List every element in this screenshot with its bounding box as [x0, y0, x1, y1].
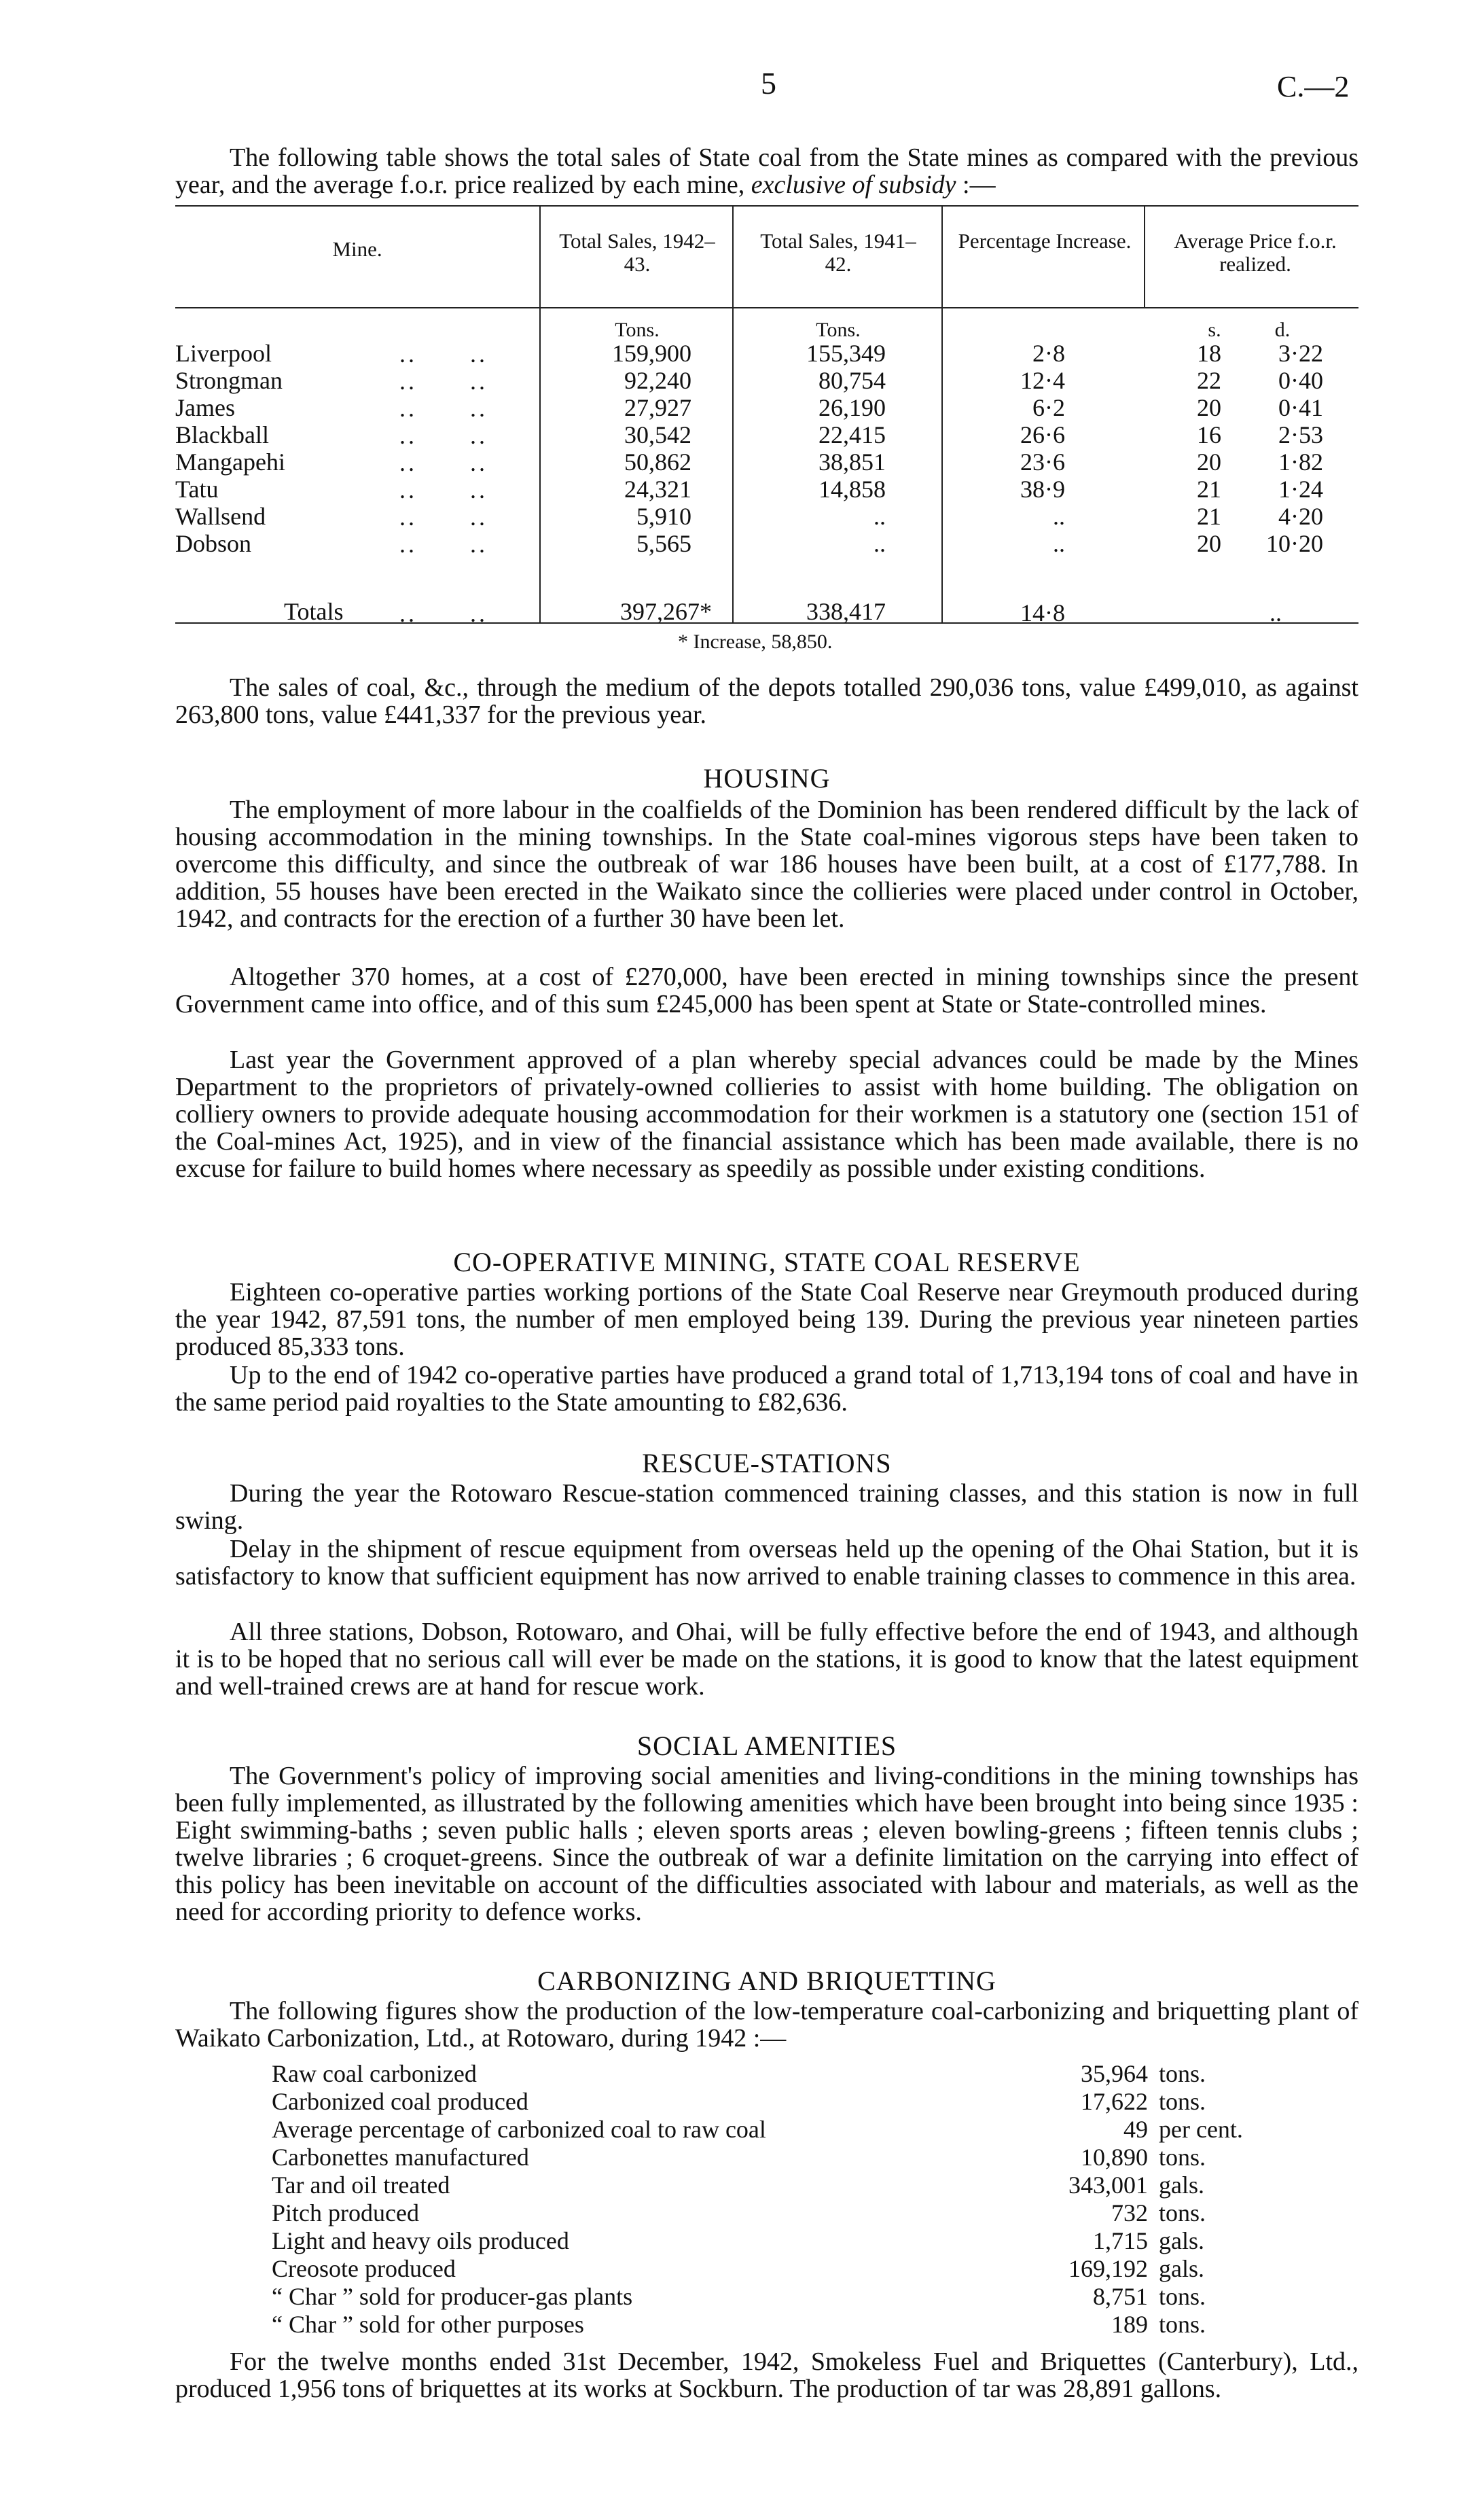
leader-dots: .. .. — [399, 422, 488, 449]
unit-tons-1942: Tons. — [615, 319, 660, 341]
col-header-mine: Mine. — [332, 237, 382, 261]
table-cell-sales-1941: .. — [874, 503, 886, 530]
table-cell-price-shillings: 20 — [1197, 530, 1221, 557]
totals-sales-1941: 338,417 — [806, 598, 886, 625]
coop-paragraph-2: Up to the end of 1942 co-operative parties have produced a grand total of 1,713,194 tons of coal and have in the same period paid royalties to the State amounting to £82,636. — [175, 1361, 1358, 1417]
table-cell-sales-1941: 38,851 — [818, 448, 886, 476]
carbon-item-unit: tons. — [1159, 2199, 1206, 2226]
leader-dots: .. .. — [399, 368, 488, 395]
col-header-avg-price: Average Price f.o.r. realized. — [1174, 229, 1337, 276]
col-header-percentage: Percentage Increase. — [958, 229, 1132, 253]
intro-emphasis: exclusive of subsidy — [751, 171, 956, 199]
carbon-list-item — [272, 2144, 1291, 2171]
rescue-paragraph-3: All three stations, Dobson, Rotowaro, and Ohai, will be fully effective before the end of 1943, and although it is to be hoped that no serious call will ever be made on the stations, it is good to know that the latest equipment and well-trained crews are at hand for rescue work. — [175, 1618, 1358, 1701]
table-cell-percentage: .. — [1053, 503, 1065, 530]
table-cell-percentage: 2·8 — [1032, 340, 1065, 367]
table-footnote: * Increase, 58,850. — [678, 631, 833, 653]
table-cell-mine: Dobson — [175, 530, 252, 557]
leader-dots: .. .. — [399, 503, 488, 531]
housing-heading: HOUSING — [703, 763, 831, 794]
table-cell-sales-1941: 26,190 — [818, 394, 886, 421]
table-cell-price-pence: 10·20 — [1266, 530, 1323, 557]
housing-paragraph-2: Altogether 370 homes, at a cost of £270,000, have been erected in mining townships since the present Government came into office, and of this sum £245,000 has been spent at State or State-controlled mines. — [175, 963, 1358, 1018]
table-cell-price-pence: 0·41 — [1278, 394, 1323, 421]
carbon-list-item — [272, 2227, 1291, 2255]
carbon-item-label: Carbonized coal produced — [272, 2088, 528, 2115]
table-cell-price-shillings: 16 — [1197, 421, 1221, 448]
table-cell-sales-1942: 5,910 — [636, 503, 691, 530]
social-paragraph-1: The Government's policy of improving social amenities and living-conditions in the mining townships has been fully implemented, as illustrated by the following amenities which have been brought into being since 1935 : Eight swimming-baths ; seven public halls ; eleven sports areas ; eleven bowling-greens ; fifteen tennis clubs ; twelve libraries ; 6 croquet-greens. Since the outbreak of war a definite limitation on the carrying into effect of this policy has been inevitable on account of the difficulties associated with labour and materials, as well as the need for according priority to defence works. — [175, 1762, 1358, 1926]
table-cell-sales-1941: 22,415 — [818, 421, 886, 448]
carbon-list-item — [272, 2116, 1291, 2144]
leader-dots: .. .. — [399, 531, 488, 558]
carbon-heading: CARBONIZING AND BRIQUETTING — [537, 1966, 996, 1996]
depots-paragraph: The sales of coal, &c., through the medium of the depots totalled 290,036 tons, value £499,010, as against 263,800 tons, value £441,337 for the previous year. — [175, 673, 1358, 729]
table-cell-percentage: .. — [1053, 530, 1065, 557]
col-header-sales-1941: Total Sales, 1941–42. — [760, 229, 916, 276]
coal-sales-table — [175, 205, 1358, 654]
table-cell-price-pence: 2·53 — [1278, 421, 1323, 448]
table-cell-price-pence: 4·20 — [1278, 503, 1323, 530]
table-cell-sales-1941: 14,858 — [818, 476, 886, 503]
table-divider — [732, 205, 734, 622]
carbon-item-unit: tons. — [1159, 2060, 1206, 2087]
table-cell-percentage: 23·6 — [1020, 448, 1065, 476]
carbon-item-unit: gals. — [1159, 2255, 1204, 2282]
carbon-intro: The following figures show the production of the low-temperature coal-carbonizing and briquetting plant of Waikato Carbonization, Ltd., at Rotowaro, during 1942 :— — [175, 1997, 1358, 2053]
carbon-item-value: 49 — [1123, 2116, 1148, 2143]
table-cell-sales-1942: 159,900 — [612, 340, 691, 367]
table-cell-price-pence: 0·40 — [1278, 367, 1323, 394]
carbon-item-value: 1,715 — [1093, 2227, 1148, 2254]
carbon-closing-paragraph: For the twelve months ended 31st December, 1942, Smokeless Fuel and Briquettes (Canterbury), Ltd., produced 1,956 tons of briquettes at its works at Sockburn. The production of tar was 28,891 gallons. — [175, 2347, 1358, 2403]
table-cell-price-pence: 1·24 — [1278, 476, 1323, 503]
table-cell-price-shillings: 21 — [1197, 503, 1221, 530]
leader-dots: .. .. — [399, 600, 488, 627]
carbon-list-item — [272, 2255, 1291, 2283]
carbon-item-value: 189 — [1111, 2311, 1148, 2338]
carbon-item-label: Raw coal carbonized — [272, 2060, 477, 2087]
totals-price: .. — [1270, 599, 1282, 626]
table-cell-price-pence: 3·22 — [1278, 340, 1323, 367]
rescue-paragraph-1: During the year the Rotowaro Rescue-station commenced training classes, and this station is now in full swing. — [175, 1479, 1358, 1535]
carbon-list-item — [272, 2060, 1291, 2088]
table-cell-sales-1942: 27,927 — [624, 394, 691, 421]
leader-dots: .. .. — [399, 395, 488, 422]
table-cell-mine: Strongman — [175, 367, 283, 394]
table-cell-mine: Mangapehi — [175, 448, 285, 476]
social-heading: SOCIAL AMENITIES — [636, 1731, 897, 1761]
table-cell-sales-1942: 5,565 — [636, 530, 691, 557]
carbon-item-label: “ Char ” sold for other purposes — [272, 2311, 584, 2338]
table-cell-sales-1941: 155,349 — [806, 340, 886, 367]
carbon-item-label: Carbonettes manufactured — [272, 2144, 529, 2171]
coop-paragraph-1: Eighteen co-operative parties working portions of the State Coal Reserve near Greymouth produced during the year 1942, 87,591 tons, the number of men employed being 139. During the previous year nineteen parties produced 85,333 tons. — [175, 1278, 1358, 1361]
leader-dots: .. .. — [399, 449, 488, 476]
carbon-item-label: Average percentage of carbonized coal to raw coal — [272, 2116, 766, 2143]
leader-dots: .. .. — [399, 476, 488, 503]
coop-heading: CO-OPERATIVE MINING, STATE COAL RESERVE — [453, 1247, 1081, 1277]
carbon-item-value: 10,890 — [1081, 2144, 1148, 2171]
unit-shillings: s. — [1208, 319, 1221, 341]
table-divider — [539, 205, 541, 622]
carbon-item-unit: tons. — [1159, 2144, 1206, 2171]
carbon-item-unit: gals. — [1159, 2171, 1204, 2199]
table-cell-sales-1941: 80,754 — [818, 367, 886, 394]
carbon-list-item — [272, 2311, 1291, 2339]
table-cell-sales-1942: 92,240 — [624, 367, 691, 394]
table-cell-price-shillings: 21 — [1197, 476, 1221, 503]
unit-pence: d. — [1274, 319, 1291, 341]
table-cell-percentage: 38·9 — [1020, 476, 1065, 503]
unit-tons-1941: Tons. — [816, 319, 861, 341]
carbon-item-unit: tons. — [1159, 2088, 1206, 2115]
totals-label: Totals — [284, 598, 344, 625]
intro-paragraph: The following table shows the total sales of State coal from the State mines as compared with the previous year, and the average f.o.r. price realized by each mine, exclusive of subsidy :— — [175, 143, 1358, 199]
table-cell-mine: James — [175, 394, 235, 421]
carbon-item-unit: gals. — [1159, 2227, 1204, 2254]
table-cell-sales-1942: 24,321 — [624, 476, 691, 503]
table-cell-price-pence: 1·82 — [1278, 448, 1323, 476]
table-cell-percentage: 12·4 — [1020, 367, 1065, 394]
housing-paragraph-1: The employment of more labour in the coalfields of the Dominion has been rendered difficult by the lack of housing accommodation in the mining townships. In the State coal-mines vigorous steps have been taken to overcome this difficulty, and since the outbreak of war 186 houses have been built, at a cost of £177,788. In addition, 55 houses have been erected in the Waikato since the collieries were placed under control in October, 1942, and contracts for the erection of a further 30 have been let. — [175, 796, 1358, 933]
table-divider — [1144, 205, 1145, 307]
carbon-item-unit: per cent. — [1159, 2116, 1243, 2143]
carbon-item-value: 17,622 — [1081, 2088, 1148, 2115]
totals-percentage: 14·8 — [1020, 599, 1065, 626]
table-divider — [941, 205, 943, 622]
table-cell-price-shillings: 18 — [1197, 340, 1221, 367]
table-cell-price-shillings: 22 — [1197, 367, 1221, 394]
carbon-item-label: Pitch produced — [272, 2199, 419, 2226]
table-cell-mine: Wallsend — [175, 503, 266, 530]
carbon-item-unit: tons. — [1159, 2311, 1206, 2338]
table-cell-price-shillings: 20 — [1197, 394, 1221, 421]
carbon-list-item — [272, 2283, 1291, 2311]
carbon-figures-list — [272, 2060, 1291, 2339]
carbon-item-label: Creosote produced — [272, 2255, 456, 2282]
document-reference: C.—2 — [1277, 70, 1350, 103]
table-cell-sales-1942: 30,542 — [624, 421, 691, 448]
carbon-list-item — [272, 2088, 1291, 2116]
table-cell-sales-1941: .. — [874, 530, 886, 557]
table-cell-mine: Blackball — [175, 421, 269, 448]
table-cell-sales-1942: 50,862 — [624, 448, 691, 476]
col-header-sales-1942: Total Sales, 1942–43. — [559, 229, 715, 276]
carbon-list-item — [272, 2199, 1291, 2227]
totals-sales-1942: 397,267* — [620, 598, 712, 625]
carbon-item-unit: tons. — [1159, 2283, 1206, 2310]
carbon-item-label: “ Char ” sold for producer-gas plants — [272, 2283, 633, 2310]
leader-dots: .. .. — [399, 340, 488, 368]
rescue-paragraph-2: Delay in the shipment of rescue equipment from overseas held up the opening of the Ohai Station, but it is satisfactory to know that sufficient equipment has now arrived to enable training classes to commence in this area. — [175, 1535, 1358, 1591]
table-cell-mine: Liverpool — [175, 340, 272, 367]
carbon-item-label: Tar and oil treated — [272, 2171, 450, 2199]
rescue-heading: RESCUE-STATIONS — [642, 1448, 892, 1478]
carbon-item-value: 343,001 — [1068, 2171, 1148, 2199]
carbon-item-value: 35,964 — [1081, 2060, 1148, 2087]
carbon-list-item — [272, 2171, 1291, 2199]
table-top-rule — [175, 205, 1358, 207]
carbon-item-value: 8,751 — [1093, 2283, 1148, 2310]
carbon-item-value: 732 — [1111, 2199, 1148, 2226]
table-cell-price-shillings: 20 — [1197, 448, 1221, 476]
table-cell-mine: Tatu — [175, 476, 219, 503]
table-cell-percentage: 26·6 — [1020, 421, 1065, 448]
carbon-item-label: Light and heavy oils produced — [272, 2227, 569, 2254]
table-header-rule — [175, 307, 1358, 308]
housing-paragraph-3: Last year the Government approved of a plan whereby special advances could be made by the Mines Department to the proprietors of privately-owned collieries to assist with home building. The obligation on colliery owners to provide adequate housing accommodation for their workmen is a statutory one (section 151 of the Coal-mines Act, 1925), and in view of the financial assistance which has been made available, there is no excuse for failure to build homes where necessary as speedily as possible under existing conditions. — [175, 1046, 1358, 1183]
carbon-item-value: 169,192 — [1068, 2255, 1148, 2282]
table-cell-percentage: 6·2 — [1032, 394, 1065, 421]
page-number: 5 — [761, 66, 776, 101]
